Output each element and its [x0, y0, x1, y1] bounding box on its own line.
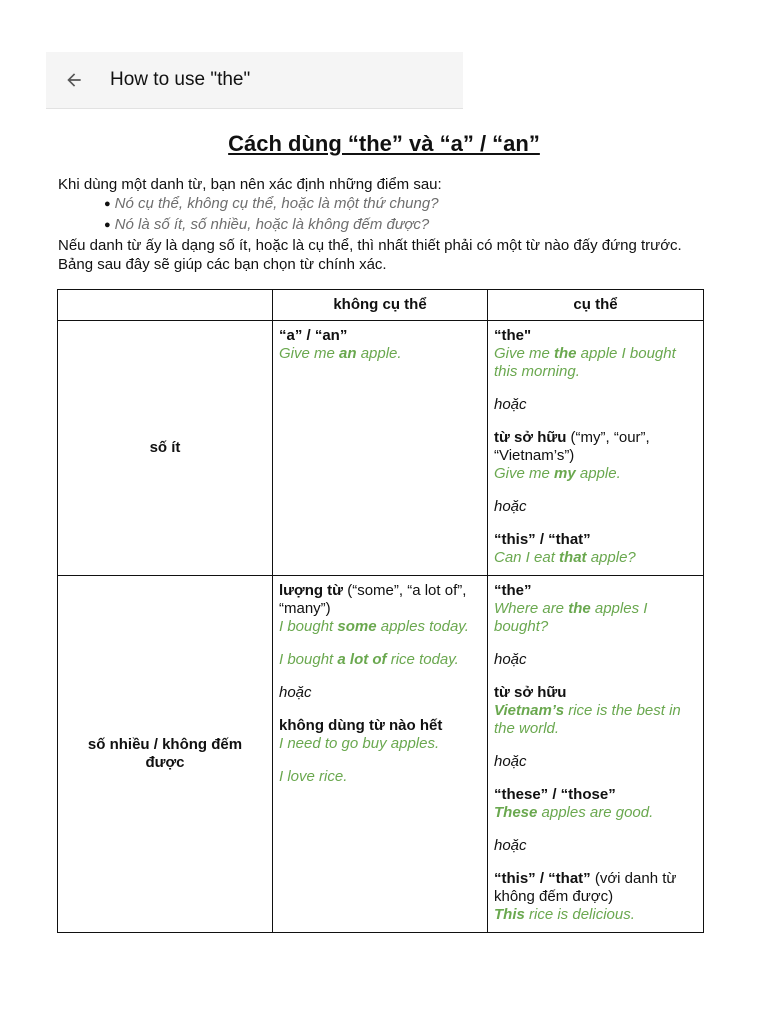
- demonstrative-label: “this” / “that” (với danh từ không đếm được): [494, 870, 677, 905]
- example-text: I bought a lot of rice today.: [279, 651, 459, 668]
- cell-singular-nonspecific: [273, 321, 488, 576]
- document-title: Cách dùng “the” và “a” / “an”: [228, 131, 540, 156]
- example-text: I love rice.: [279, 768, 348, 785]
- or-text: hoặc: [494, 396, 527, 413]
- back-button[interactable]: [46, 52, 102, 109]
- header-cell-specific: cụ thể: [488, 290, 704, 321]
- demonstrative-label: “these” / “those”: [494, 786, 616, 803]
- example-text: Where are the apples I bought?: [494, 600, 648, 635]
- intro-bullets: [104, 194, 708, 236]
- intro-text: Khi dùng một danh từ, bạn nên xác định những điểm sau:: [58, 176, 442, 193]
- table-row-plural: [58, 576, 704, 933]
- cell-singular-specific: [488, 321, 704, 576]
- example-text: Give me an apple.: [279, 345, 402, 362]
- demonstrative-label: “this” / “that”: [494, 531, 591, 548]
- table-header-row: [58, 290, 704, 321]
- header-cell-empty: [58, 290, 273, 321]
- or-text: hoặc: [494, 498, 527, 515]
- example-text: I need to go buy apples.: [279, 735, 440, 752]
- row-label-plural: số nhiều / không đếm được: [58, 576, 273, 933]
- cell-plural-specific: [488, 576, 704, 933]
- table-row-singular: [58, 321, 704, 576]
- arrow-left-icon: [64, 70, 84, 90]
- cell-plural-nonspecific: [273, 576, 488, 933]
- or-text: hoặc: [494, 753, 527, 770]
- example-text: Vietnam’s rice is the best in the world.: [494, 702, 681, 737]
- header-title: How to use "the": [110, 69, 251, 90]
- usage-table: [57, 289, 704, 933]
- possessive-label: từ sở hữu (“my”, “our”, “Vietnam’s”): [494, 429, 650, 464]
- quantifier-label: lượng từ (“some”, “a lot of”, “many”): [279, 582, 467, 617]
- example-text: Give me the apple I bought this morning.: [494, 345, 676, 380]
- example-text: Give me my apple.: [494, 465, 621, 482]
- article-label: “the”: [494, 582, 532, 599]
- intro-section: [58, 175, 708, 274]
- or-text: hoặc: [279, 684, 312, 701]
- possessive-label: từ sở hữu: [494, 684, 567, 701]
- header-cell-nonspecific: không cụ thể: [273, 290, 488, 321]
- article-label: “the": [494, 327, 532, 344]
- bullet-item: ● Nó cụ thể, không cụ thể, hoặc là một thứ chung?: [104, 194, 708, 215]
- example-text: This rice is delicious.: [494, 906, 635, 923]
- example-text: I bought some apples today.: [279, 618, 469, 635]
- intro-paragraph: Nếu danh từ ấy là dạng số ít, hoặc là cụ thể, thì nhất thiết phải có một từ nào đấy đứng trước. Bảng sau đây sẽ giúp các bạn chọn từ chính xác.: [58, 237, 682, 273]
- row-label-singular: số ít: [58, 321, 273, 576]
- bullet-item: ● Nó là số ít, số nhiều, hoặc là không đếm được?: [104, 215, 708, 236]
- example-text: Can I eat that apple?: [494, 549, 636, 566]
- example-text: These apples are good.: [494, 804, 654, 821]
- app-header: [46, 52, 463, 109]
- or-text: hoặc: [494, 837, 527, 854]
- article-label: “a” / “an”: [279, 327, 348, 344]
- or-text: hoặc: [494, 651, 527, 668]
- no-article-label: không dùng từ nào hết: [279, 717, 443, 734]
